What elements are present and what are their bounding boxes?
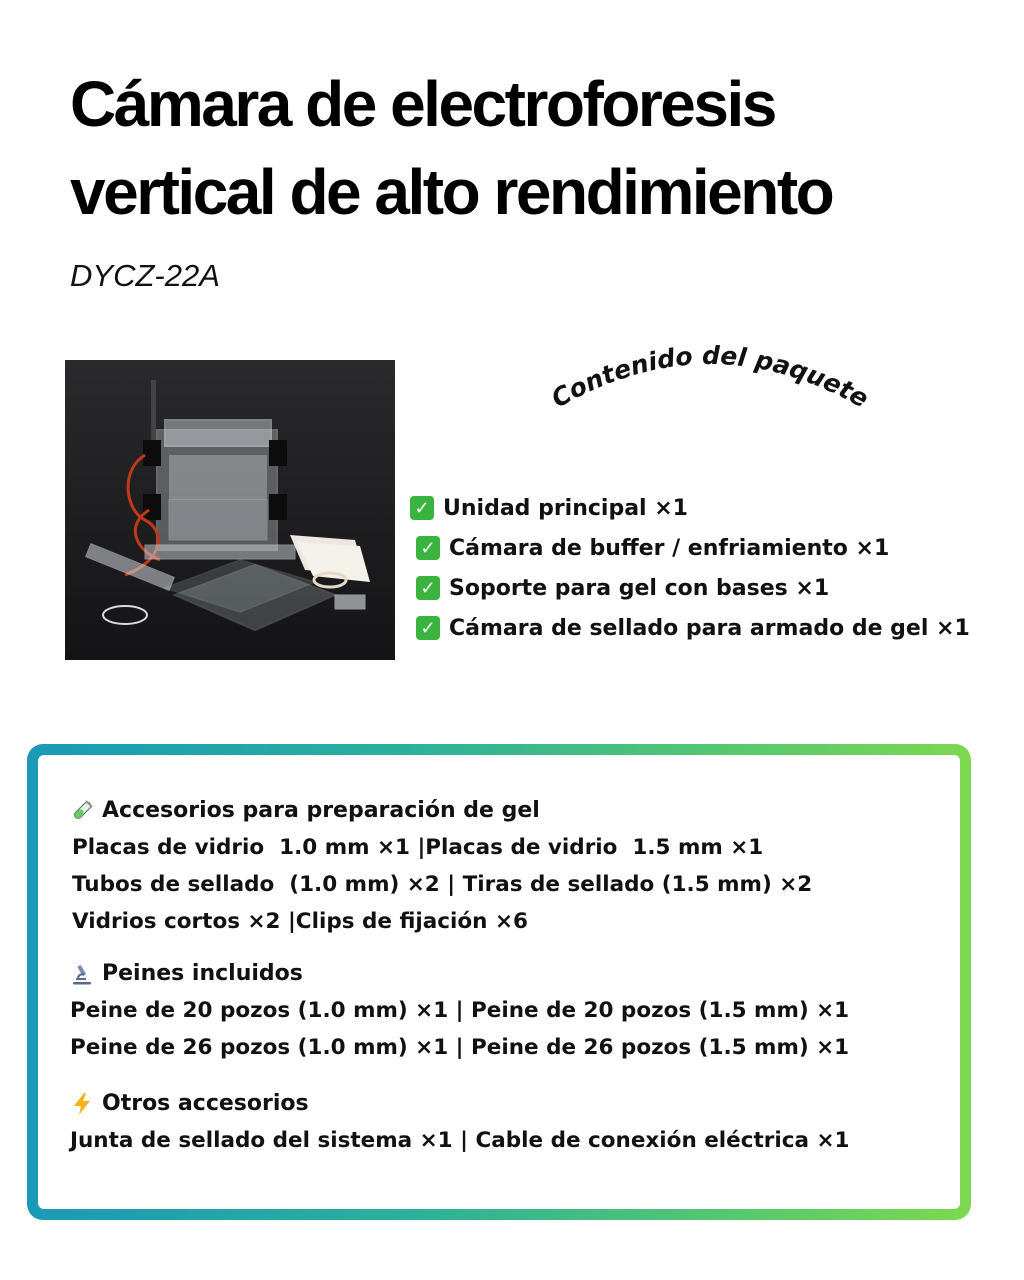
accessories-frame: [27, 744, 971, 1220]
combs-heading: [70, 961, 303, 986]
package-item-label: Soporte para gel con bases ×1: [449, 575, 830, 601]
gel-prep-heading: [70, 798, 540, 823]
title-line-1: Cámara de electroforesis: [70, 68, 775, 140]
gel-prep-line: Vidrios cortos ×2 |Clips de fijación ×6: [72, 909, 528, 934]
product-photo: [65, 360, 395, 660]
gel-prep-line: Tubos de sellado (1.0 mm) ×2 | Tiras de sellado (1.5 mm) ×2: [72, 872, 813, 897]
package-item-label: Unidad principal ×1: [443, 495, 688, 521]
check-icon: ✓: [416, 576, 440, 600]
check-icon: ✓: [416, 616, 440, 640]
svg-text:Contenido del paquete: Contenido del paquete: [546, 340, 874, 414]
list-item: [410, 568, 970, 608]
page-title: [70, 60, 970, 236]
lightning-icon: [70, 1092, 94, 1116]
check-icon: ✓: [410, 496, 434, 520]
package-item-label: Cámara de buffer / enfriamiento ×1: [449, 535, 890, 561]
section-heading-label: Peines incluidos: [102, 961, 303, 986]
title-line-2: vertical de alto rendimiento: [70, 156, 833, 228]
microscope-icon: [70, 962, 94, 986]
package-item-label: Cámara de sellado para armado de gel ×1: [449, 615, 970, 641]
combs-line: Peine de 26 pozos (1.0 mm) ×1 | Peine de 26 pozos (1.5 mm) ×1: [70, 1035, 850, 1060]
accessories-panel: [38, 755, 960, 1209]
section-heading-label: Otros accesorios: [102, 1091, 309, 1116]
others-heading: [70, 1091, 309, 1116]
list-item: [410, 488, 970, 528]
check-icon: ✓: [416, 536, 440, 560]
package-heading: [540, 330, 880, 430]
list-item: [410, 608, 970, 648]
others-line: Junta de sellado del sistema ×1 | Cable de conexión eléctrica ×1: [70, 1128, 850, 1153]
model-number: DYCZ-22A: [70, 258, 220, 293]
combs-line: Peine de 20 pozos (1.0 mm) ×1 | Peine de 20 pozos (1.5 mm) ×1: [70, 998, 850, 1023]
section-heading-label: Accesorios para preparación de gel: [102, 798, 540, 823]
package-contents-list: [410, 488, 970, 648]
test-tube-icon: [70, 799, 94, 823]
gel-prep-line: Placas de vidrio 1.0 mm ×1 |Placas de vidrio 1.5 mm ×1: [72, 835, 764, 860]
list-item: [410, 528, 970, 568]
